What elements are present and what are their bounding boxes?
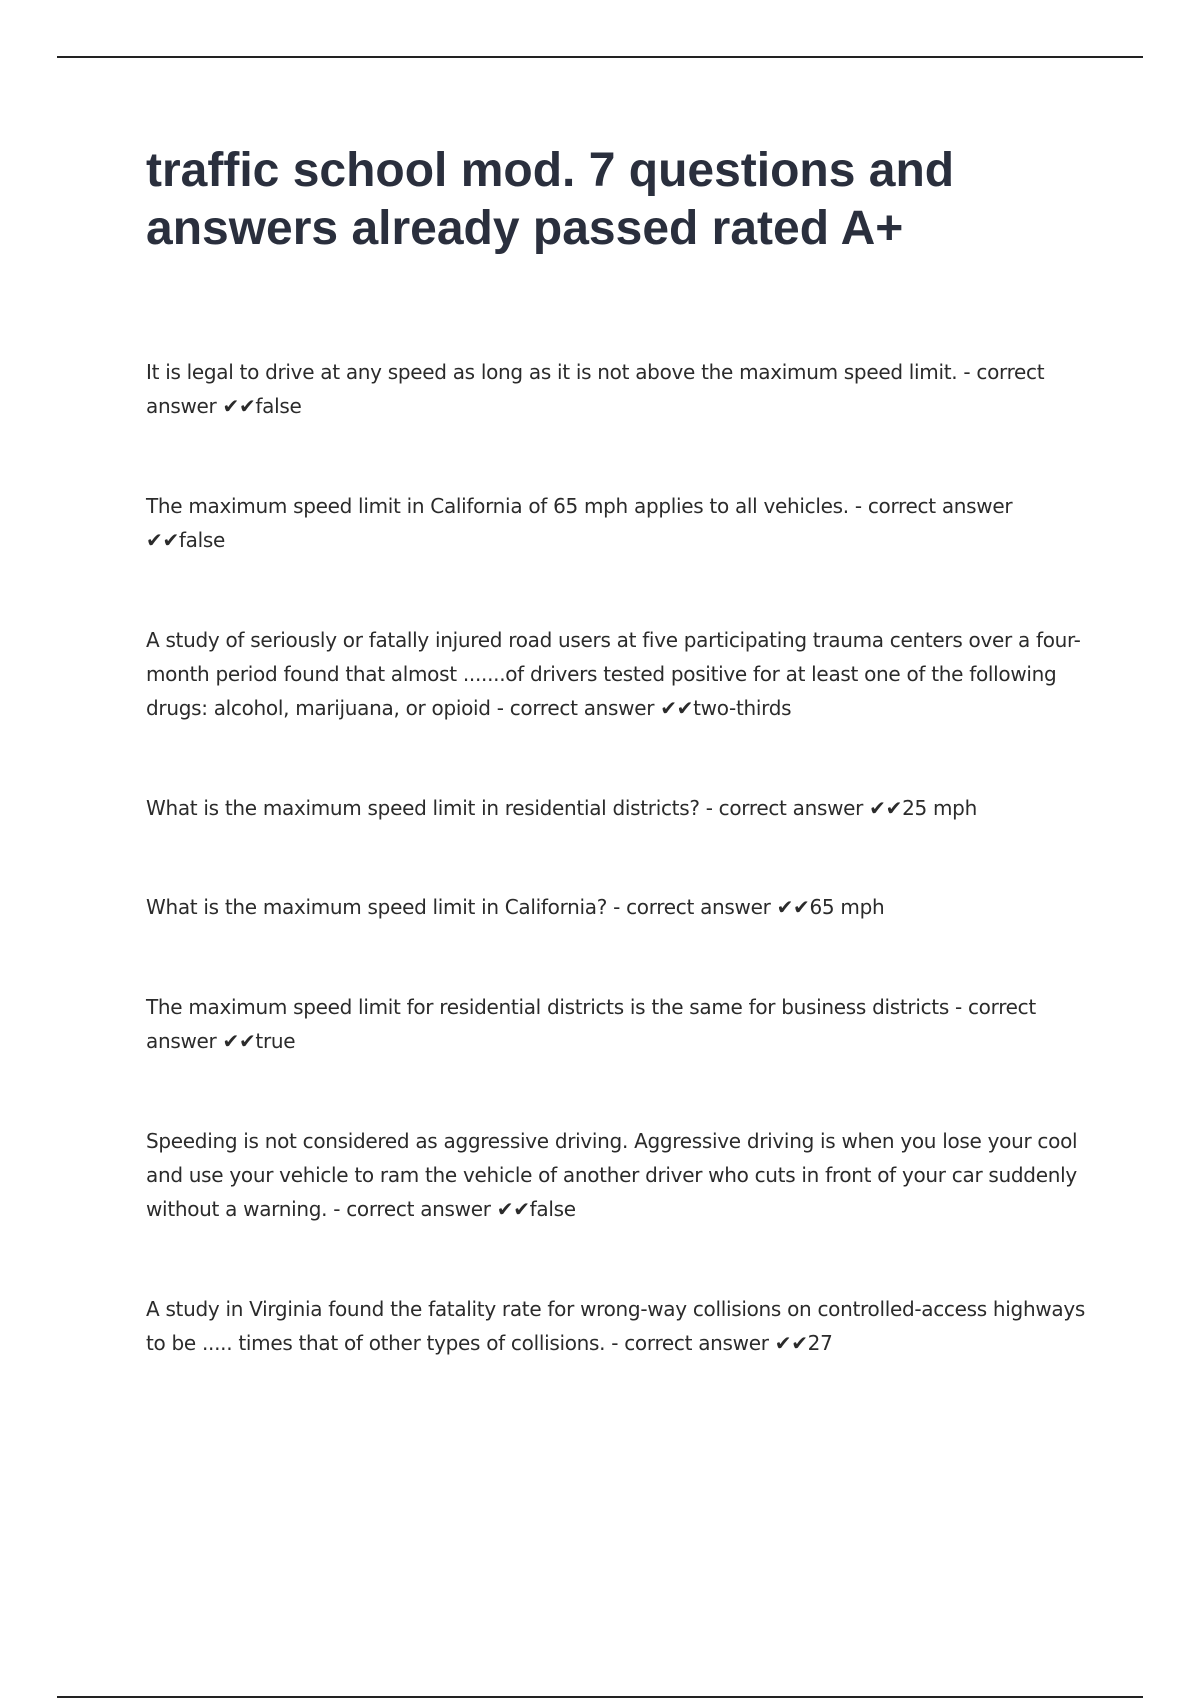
answer-text: 27 (807, 1331, 833, 1355)
question-text: The maximum speed limit in California of 65 mph applies to all vehicles. - correct answer (146, 494, 1013, 518)
bottom-divider (57, 1696, 1143, 1698)
question-text: A study in Virginia found the fatality rate for wrong-way collisions on controlled-access highways to be ..... times that of other types of collisions. - correct answer (146, 1297, 1085, 1355)
qa-item (146, 890, 1096, 924)
checkmark-icon: ✔✔ (496, 1197, 530, 1221)
answer-text: false (178, 528, 226, 552)
answer-text: 25 mph (902, 796, 977, 820)
question-text: It is legal to drive at any speed as long as it is not above the maximum speed limit. - correct answer (146, 360, 1045, 418)
checkmark-icon: ✔✔ (869, 796, 903, 820)
qa-item (146, 990, 1096, 1058)
checkmark-icon: ✔✔ (660, 696, 694, 720)
question-text: The maximum speed limit for residential districts is the same for business districts - correct answer (146, 995, 1036, 1053)
question-text: A study of seriously or fatally injured road users at five participating trauma centers over a four-month period found that almost .......of drivers tested positive for at least one of the following drugs: alcohol, marijuana, or opioid - correct answer (146, 628, 1081, 720)
checkmark-icon: ✔✔ (776, 895, 810, 919)
qa-item (146, 623, 1096, 725)
checkmark-icon: ✔✔ (222, 394, 256, 418)
qa-item (146, 1124, 1096, 1226)
question-text: What is the maximum speed limit in California? - correct answer (146, 895, 771, 919)
question-text: Speeding is not considered as aggressive driving. Aggressive driving is when you lose your cool and use your vehicle to ram the vehicle of another driver who cuts in front of your car suddenly without a warning. - correct answer (146, 1129, 1078, 1221)
qa-item (146, 489, 1096, 557)
checkmark-icon: ✔✔ (146, 528, 179, 552)
page-title: traffic school mod. 7 questions and answers already passed rated A+ (146, 144, 955, 255)
qa-item (146, 1292, 1096, 1360)
answer-text: two-thirds (693, 696, 792, 720)
answer-text: 65 mph (809, 895, 885, 919)
top-divider (57, 56, 1143, 58)
answer-text: true (255, 1029, 296, 1053)
checkmark-icon: ✔✔ (774, 1331, 808, 1355)
answer-text: false (255, 394, 302, 418)
answer-text: false (529, 1197, 576, 1221)
checkmark-icon: ✔✔ (222, 1029, 256, 1053)
qa-item (146, 791, 1096, 825)
question-text: What is the maximum speed limit in residential districts? - correct answer (146, 796, 864, 820)
qa-item (146, 355, 1096, 423)
